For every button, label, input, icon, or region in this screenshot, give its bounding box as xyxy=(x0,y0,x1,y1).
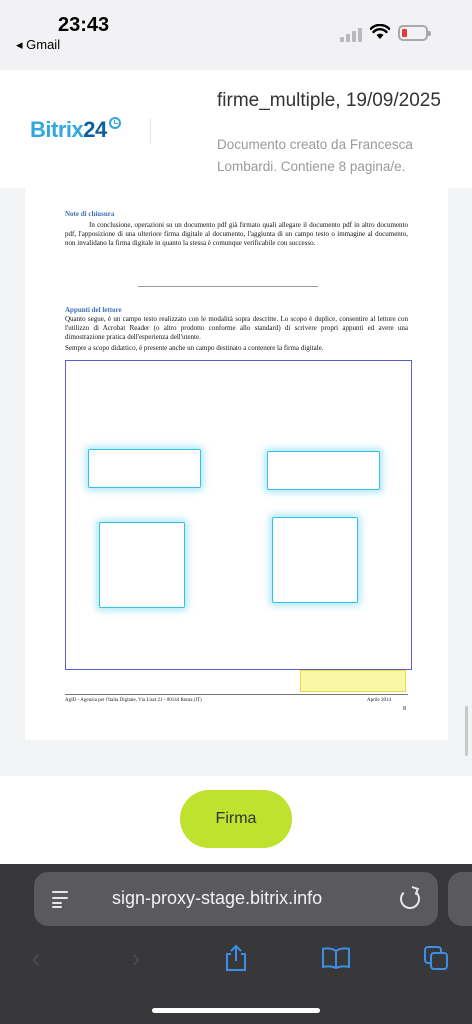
tabs-icon xyxy=(423,945,449,971)
page-menu-icon[interactable] xyxy=(52,890,70,908)
battery-low-icon xyxy=(398,25,428,41)
chevron-right-icon: › xyxy=(131,942,141,973)
share-button[interactable] xyxy=(216,938,256,978)
notes-heading: Appunti del lettore xyxy=(65,306,122,314)
reload-icon[interactable] xyxy=(400,889,420,909)
pdf-viewer[interactable] xyxy=(0,188,472,776)
viewer-scrollbar[interactable] xyxy=(465,706,468,756)
page-number: 8 xyxy=(403,706,406,712)
book-icon xyxy=(321,947,351,969)
next-tab-preview[interactable] xyxy=(448,872,472,926)
text-field-2[interactable] xyxy=(267,451,380,490)
tabs-button[interactable] xyxy=(416,938,456,978)
clock-icon xyxy=(109,117,121,129)
back-to-gmail-link[interactable]: ◂ Gmail xyxy=(16,37,61,52)
wifi-icon xyxy=(370,24,390,40)
action-bar xyxy=(0,776,472,864)
reader-notes-area[interactable] xyxy=(65,360,412,670)
cellular-signal-icon xyxy=(340,26,362,42)
document-header xyxy=(0,70,472,188)
status-bar xyxy=(0,0,472,70)
footer-address: AgID - Agenzia per l'Italia Digitale, Via Liszt 21 - 00144 Roma (IT) xyxy=(65,698,202,703)
chevron-left-icon: ‹ xyxy=(31,942,41,973)
bitrix24-logo xyxy=(30,117,121,143)
home-indicator xyxy=(152,1008,320,1013)
document-subtitle: Documento creato da Francesca Lombardi. Contiene 8 pagina/e. xyxy=(217,137,413,174)
pdf-page xyxy=(25,188,448,740)
logo-number: 24 xyxy=(83,117,107,142)
notes-paragraph: Quanto segue, è un campo testo realizzato con le modalità sopra descritte. Lo scopo è duplice, consentire al lettore con l'utilizzo di Acrobat Reader (o altro prodotto conforme allo standard) di scrivere propri appunti ed avere una dimostrazione pratica dell'esperienza dell'utente. xyxy=(65,315,408,341)
clock: 23:43 xyxy=(58,14,110,36)
closing-heading: Note di chiusura xyxy=(65,210,115,218)
image-field-2[interactable] xyxy=(272,517,358,603)
image-field-1[interactable] xyxy=(99,522,185,608)
footer-date: Aprile 2014 xyxy=(367,698,392,703)
section-divider xyxy=(138,286,318,287)
header-divider xyxy=(150,118,151,144)
address-bar[interactable] xyxy=(34,872,438,926)
bookmarks-button[interactable] xyxy=(316,938,356,978)
notes-paragraph-2: Sempre a scopo didattico, è presente anche un campo destinato a contenere la firma digitale. xyxy=(65,344,324,352)
back-button[interactable] xyxy=(16,938,56,978)
share-icon xyxy=(224,944,248,972)
forward-button[interactable] xyxy=(116,938,156,978)
url-text[interactable]: sign-proxy-stage.bitrix.info xyxy=(112,888,323,908)
footer-rule xyxy=(65,694,408,695)
browser-toolbar xyxy=(0,864,472,1024)
logo-text: Bitrix xyxy=(30,117,84,142)
signature-field[interactable] xyxy=(300,670,406,692)
closing-paragraph: In conclusione, operazioni su un documento pdf già firmato quali allegare il documento pdf in altro documento pdf, l'apposizione di una ulteriore firma digitale al documento, l'aggiunta di un campo testo o immagine al documento, non invalidano la firma digitale in quanto la stessa è comunque verificabile con successo. xyxy=(65,221,408,247)
sign-button[interactable]: Firma xyxy=(180,790,292,848)
document-title: firme_multiple, 19/09/2025 xyxy=(217,90,441,111)
text-field-1[interactable] xyxy=(88,449,201,488)
